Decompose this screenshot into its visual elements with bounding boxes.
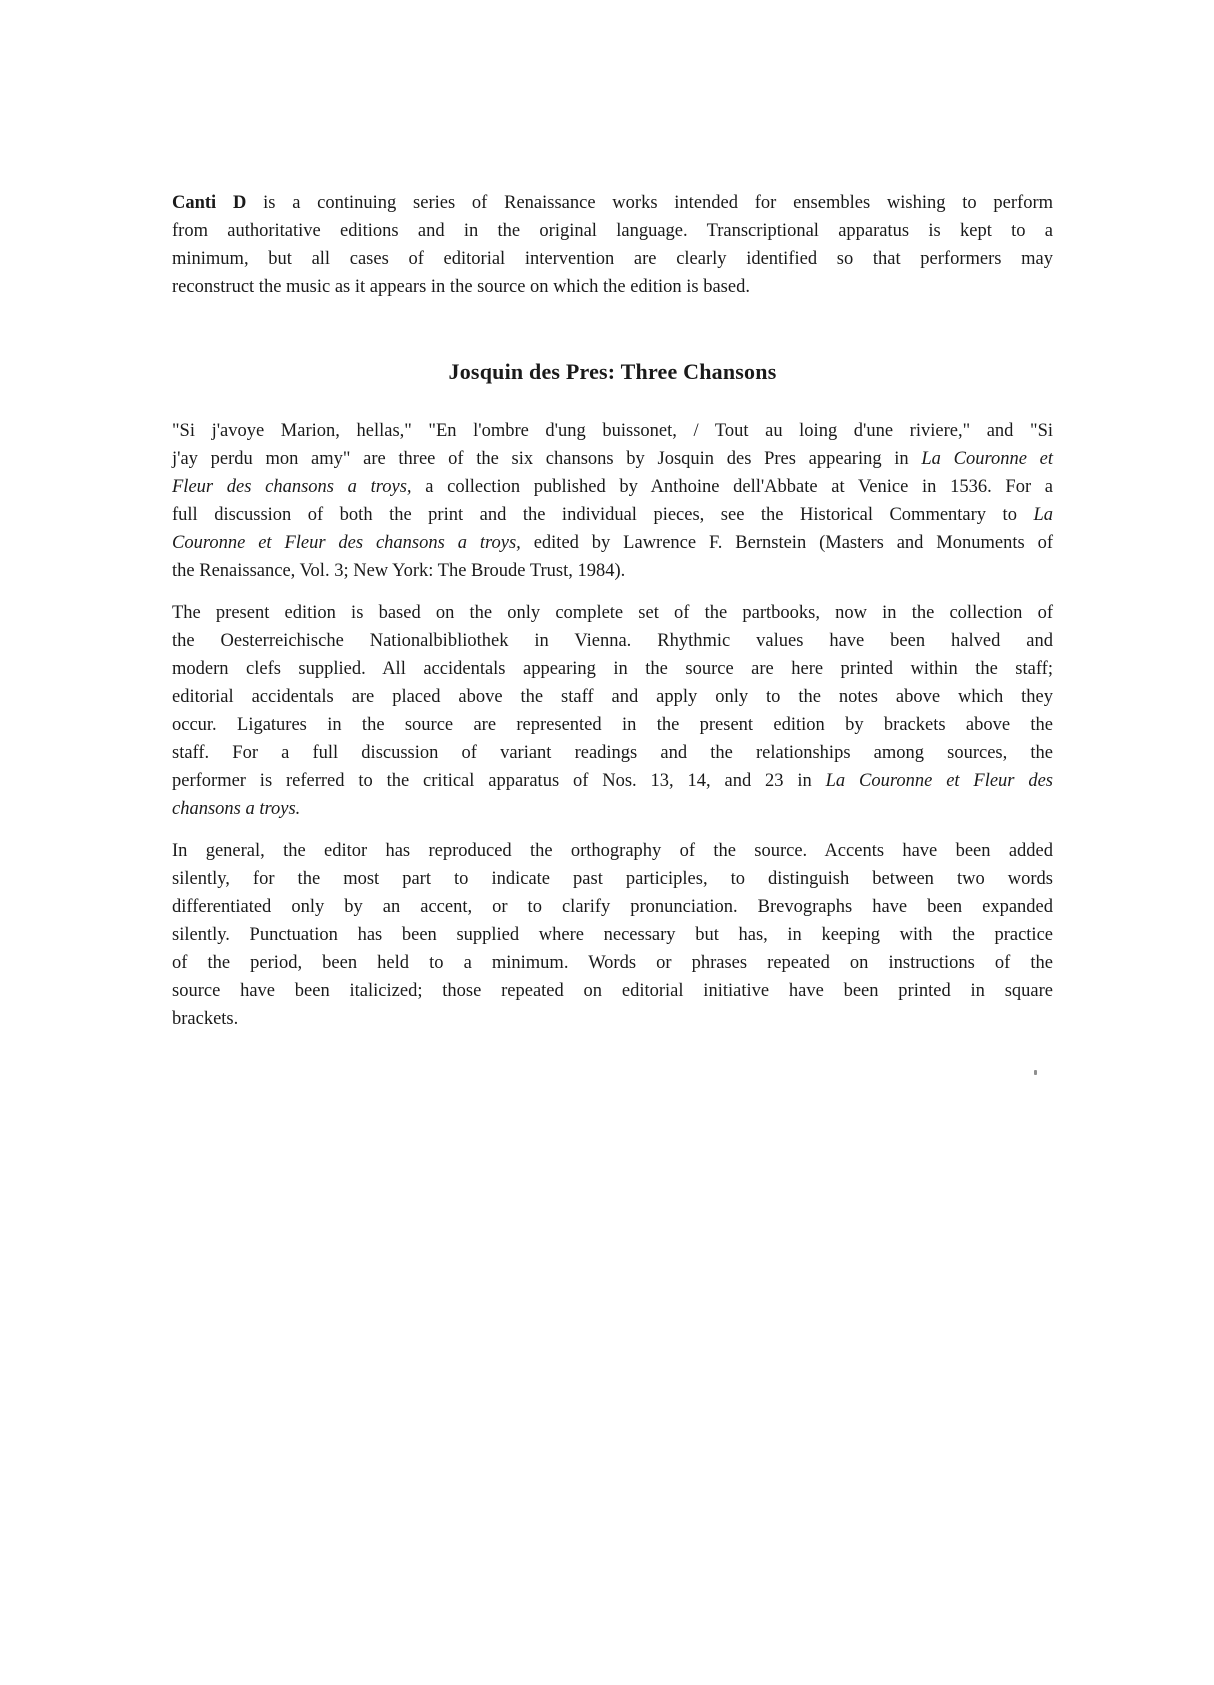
- text-line: [172, 739, 1053, 767]
- text-segment: j'ay perdu mon amy" are three of the six chansons by Josquin des Pres appearing in: [172, 449, 922, 469]
- text-segment: edited by Lawrence F. Bernstein (Masters and Monuments of: [520, 533, 1053, 553]
- text-line: [172, 445, 1053, 473]
- text-line: [172, 557, 1053, 585]
- text-line: [172, 217, 1053, 245]
- italic-text-segment: La: [1033, 505, 1053, 525]
- text-segment: The present edition is based on the only complete set of the partbooks, now in the collection of: [172, 603, 1053, 623]
- text-line: [172, 949, 1053, 977]
- text-segment: minimum, but all cases of editorial intervention are clearly identified so that performers may: [172, 249, 1053, 269]
- text-segment: from authoritative editions and in the original language. Transcriptional apparatus is kept to a: [172, 221, 1053, 241]
- text-segment: In general, the editor has reproduced the orthography of the source. Accents have been added: [172, 841, 1053, 861]
- scan-speck-artifact: [1034, 1070, 1037, 1075]
- text-line: [172, 599, 1053, 627]
- text-segment: source have been italicized; those repeated on editorial initiative have been printed in square: [172, 981, 1053, 1001]
- text-segment: the Renaissance, Vol. 3; New York: The Broude Trust, 1984).: [172, 561, 626, 581]
- text-segment: occur. Ligatures in the source are represented in the present edition by brackets above the: [172, 715, 1053, 735]
- text-segment: modern clefs supplied. All accidentals appearing in the source are here printed within the staff;: [172, 659, 1053, 679]
- paragraph-edition-notes: [172, 599, 1053, 823]
- text-line: [172, 767, 1053, 795]
- text-line: [172, 795, 1053, 823]
- text-segment: of the period, been held to a minimum. Words or phrases repeated on instructions of the: [172, 953, 1053, 973]
- italic-text-segment: Fleur des chansons a troys,: [172, 477, 412, 497]
- paragraph-orthography-notes: [172, 837, 1053, 1033]
- text-line: [172, 837, 1053, 865]
- text-line: [172, 473, 1053, 501]
- text-segment: a collection published by Anthoine dell'Abbate at Venice in 1536. For a: [411, 477, 1053, 497]
- text-segment: editorial accidentals are placed above the staff and apply only to the notes above which they: [172, 687, 1053, 707]
- text-line: [172, 245, 1053, 273]
- text-line: [172, 273, 1053, 301]
- section-heading: Josquin des Pres: Three Chansons: [448, 359, 777, 384]
- paragraph-series-note: [172, 189, 1053, 301]
- text-line: [172, 683, 1053, 711]
- text-line: [172, 977, 1053, 1005]
- text-segment: differentiated only by an accent, or to clarify pronunciation. Brevographs have been expanded: [172, 897, 1053, 917]
- text-segment: staff. For a full discussion of variant readings and the relationships among sources, the: [172, 743, 1053, 763]
- bold-text-segment: Canti D: [172, 193, 247, 213]
- text-line: [172, 921, 1053, 949]
- text-line: [172, 627, 1053, 655]
- italic-text-segment: chansons a troys.: [172, 799, 301, 819]
- text-line: [172, 529, 1053, 557]
- text-segment: full discussion of both the print and the individual pieces, see the Historical Commentary to: [172, 505, 1034, 525]
- italic-text-segment: Couronne et Fleur des chansons a troys,: [172, 533, 521, 553]
- text-line: [172, 1005, 1053, 1033]
- text-line: [172, 189, 1053, 217]
- text-line: [172, 865, 1053, 893]
- text-segment: brackets.: [172, 1009, 239, 1029]
- text-segment: silently. Punctuation has been supplied where necessary but has, in keeping with the practice: [172, 925, 1053, 945]
- text-block: [172, 189, 1053, 1033]
- text-line: [172, 711, 1053, 739]
- text-segment: the Oesterreichische Nationalbibliothek in Vienna. Rhythmic values have been halved and: [172, 631, 1053, 651]
- italic-text-segment: La Couronne et: [921, 449, 1053, 469]
- text-segment: silently, for the most part to indicate past participles, to distinguish between two words: [172, 869, 1053, 889]
- text-line: [172, 893, 1053, 921]
- paragraph-chansons-overview: [172, 417, 1053, 585]
- text-line: [172, 501, 1053, 529]
- text-line: [172, 655, 1053, 683]
- text-segment: performer is referred to the critical apparatus of Nos. 13, 14, and 23 in: [172, 771, 826, 791]
- italic-text-segment: La Couronne et Fleur des: [825, 771, 1054, 791]
- text-segment: "Si j'avoye Marion, hellas," "En l'ombre d'ung buissonet, / Tout au loing d'une riviere," and "Si: [172, 421, 1053, 441]
- text-line: [172, 417, 1053, 445]
- text-segment: reconstruct the music as it appears in the source on which the edition is based.: [172, 277, 750, 297]
- text-segment: is a continuing series of Renaissance works intended for ensembles wishing to perform: [246, 193, 1053, 213]
